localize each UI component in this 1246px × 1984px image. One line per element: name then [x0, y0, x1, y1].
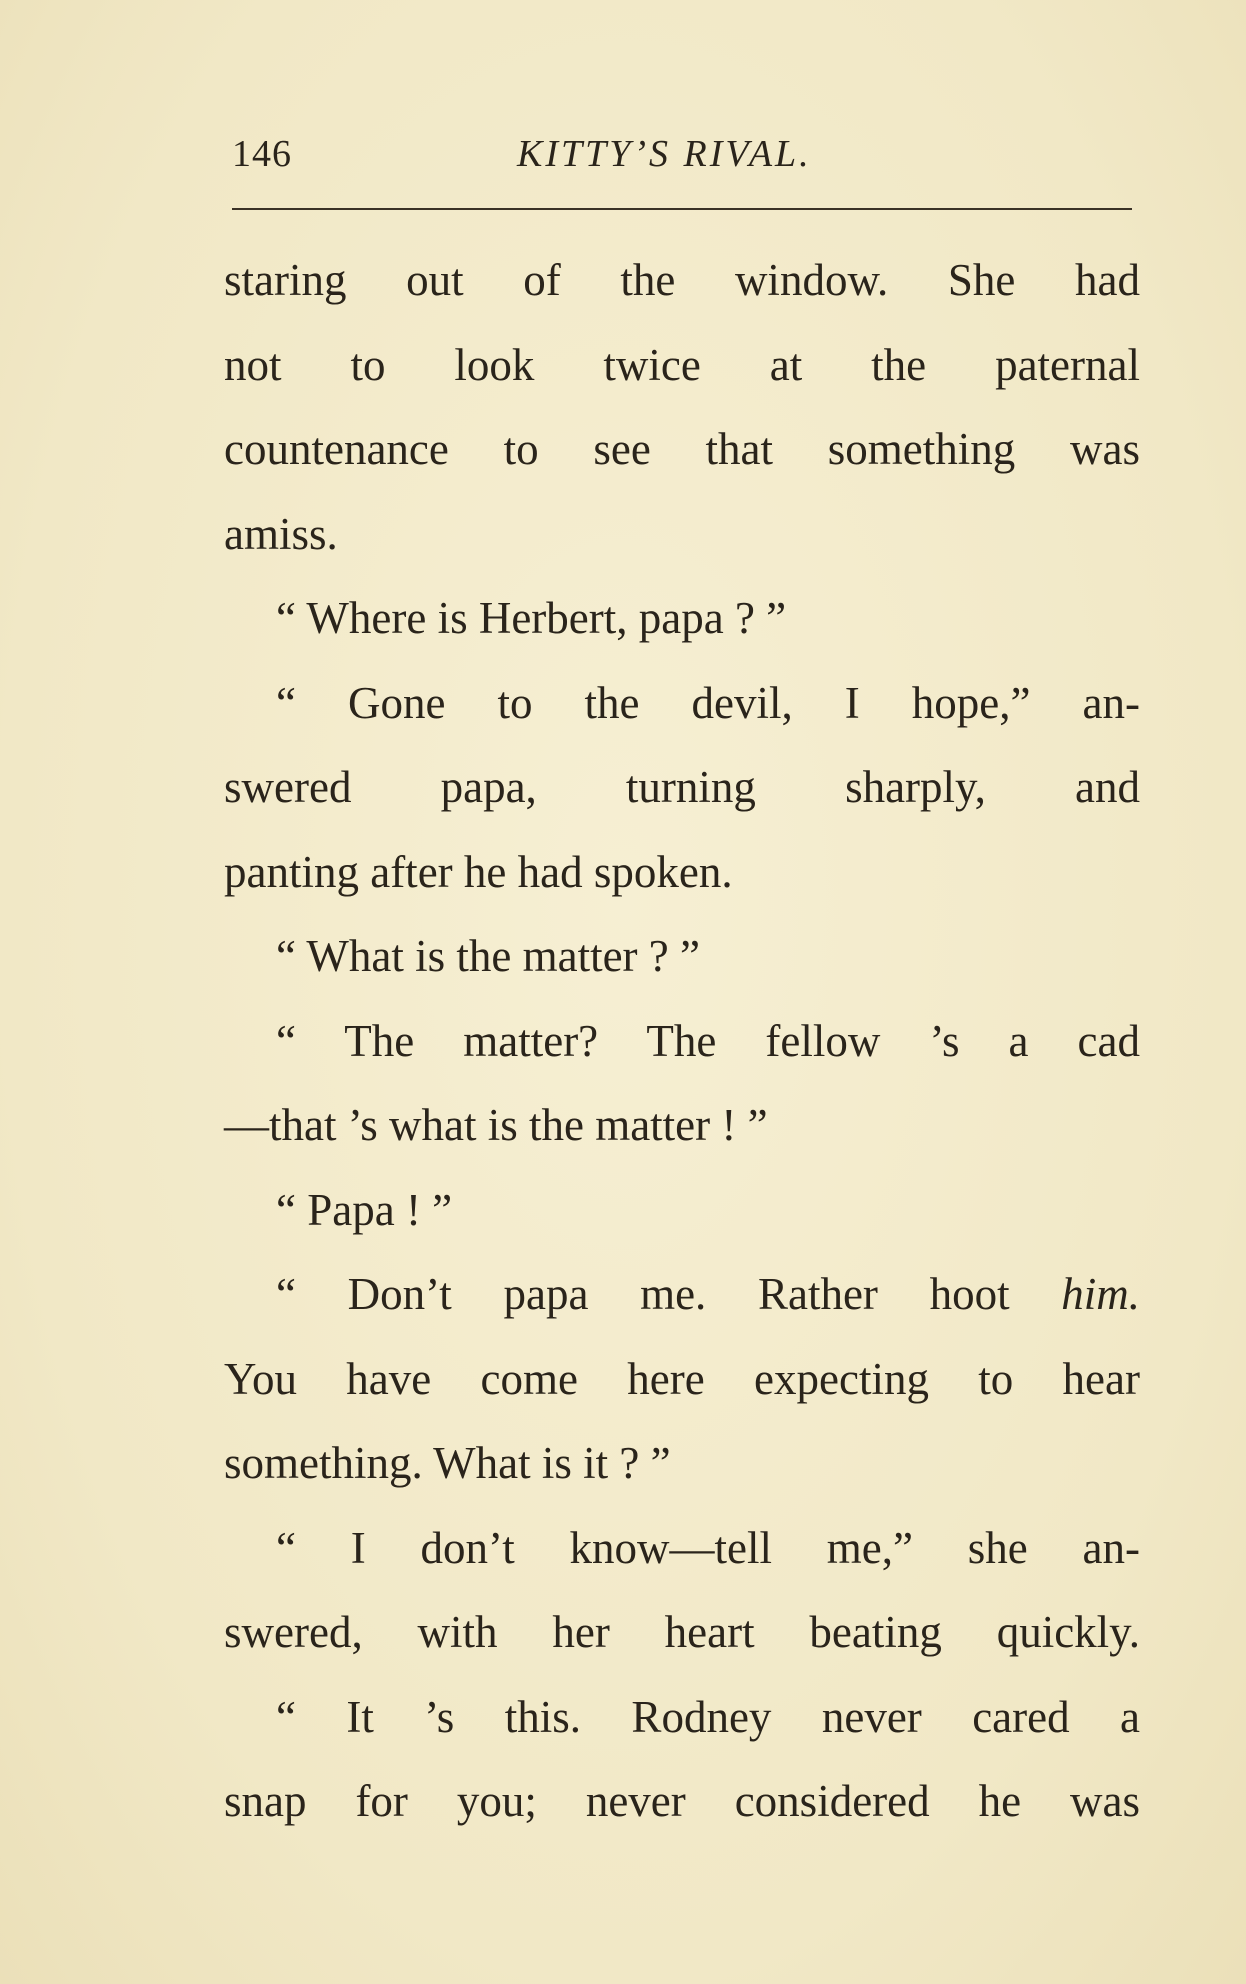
header-rule [232, 208, 1132, 210]
page-number: 146 [232, 133, 292, 175]
text-line: “ Papa ! ” [276, 1184, 453, 1235]
text-segment: “ Don’t papa me. Rather hoot [276, 1269, 1062, 1319]
text-line: swered papa, turning sharply, and [224, 762, 1140, 812]
body-text [224, 238, 1140, 1844]
text-line: “ Gone to the devil, I hope,” an- [276, 677, 1140, 728]
text-line: —that ’s what is the matter ! ” [224, 1100, 768, 1150]
text-line: You have come here expecting to hear [224, 1353, 1140, 1404]
text-line: “ It ’s this. Rodney never cared a [276, 1691, 1140, 1742]
text-line: not to look twice at the paternal [224, 339, 1140, 390]
text-line: staring out of the window. She had [224, 255, 1140, 305]
text-line: something. What is it ? ” [224, 1438, 671, 1488]
text-line-with-emphasis [224, 1252, 1140, 1337]
running-title: KITTY’S RIVAL. [517, 133, 812, 175]
text-line: countenance to see that something was [224, 424, 1140, 474]
text-line: amiss. [224, 508, 338, 559]
running-header [232, 132, 1132, 182]
text-line: “ What is the matter ? ” [276, 931, 700, 981]
text-line: “ The matter? The fellow ’s a cad [276, 1015, 1140, 1066]
text-line: swered, with her heart beating quickly. [224, 1607, 1140, 1657]
text-line: “ Where is Herbert, papa ? ” [276, 593, 787, 643]
emphasized-word: him. [1061, 1269, 1140, 1319]
text-line: panting after he had spoken. [224, 846, 733, 897]
text-line: “ I don’t know—tell me,” she an- [276, 1522, 1140, 1573]
text-line: snap for you; never considered he was [224, 1776, 1140, 1826]
